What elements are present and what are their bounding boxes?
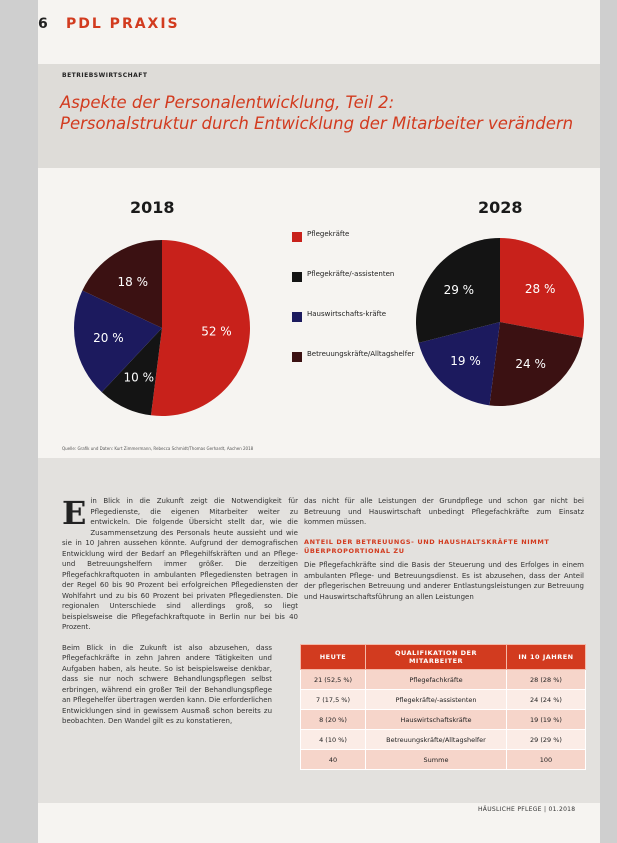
legend-swatch xyxy=(292,312,302,322)
table-row xyxy=(301,670,586,690)
legend-item xyxy=(292,230,402,270)
table-cell: Pflegekräfte/-assistenten xyxy=(366,690,507,710)
legend-label: Hauswirtschafts-kräfte xyxy=(307,310,387,318)
chart-title-2028: 2028 xyxy=(478,198,523,217)
legend-item xyxy=(292,350,415,390)
chart-legend xyxy=(292,230,415,390)
chart-title-2018: 2018 xyxy=(130,198,175,217)
article-body xyxy=(38,458,600,803)
article-banner xyxy=(38,64,600,168)
magazine-title: PDL PRAXIS xyxy=(66,16,180,32)
table-cell: 24 (24 %) xyxy=(507,690,586,710)
pie-slice-label: 10 % xyxy=(123,370,155,385)
table-cell: 7 (17,5 %) xyxy=(301,690,366,710)
chart-source: Quelle: Grafik und Daten: Kurt Zimmermann, Rebecca Schmidt/Thomas Gerhardt, Aachen 2018 xyxy=(62,446,254,451)
paragraph: Beim Blick in die Zukunft ist also abzusehen, dass Pflegefachkräfte in zehn Jahren andere Tätigkeiten und Aufgaben haben, als heute. So ist beispielsweise denkbar, dass sie nur noch schwere Behandlungspflegen selbst erbringen, während ein großer Teil der Behandlungspflege an Pflegehelfer übertragen werden kann. Die erforderlichen Entwicklungen sind in gewissem Ausmaß schon bereits zu beobachten. Den Wandel gilt es zu konstatieren, xyxy=(62,643,272,725)
table-header: QUALIFIKATION DER MITARBEITER xyxy=(366,645,507,670)
table-total-row xyxy=(301,750,586,770)
magazine-page xyxy=(38,0,600,843)
article-headline xyxy=(60,92,590,134)
legend-item xyxy=(292,310,402,350)
legend-label: Pflegekräfte/-assistenten xyxy=(307,270,395,278)
table-header-row xyxy=(301,645,586,670)
pie-slice-label: 28 % xyxy=(524,281,556,296)
paragraph-text: in Blick in die Zukunft zeigt die Notwendigkeit für Pflegedienste, die eigenen Mitarbeiter weiter zu entwickeln. Die folgende Übersicht stellt dar, wie die Zusammensetzung des Personals heute aussieht und wie sie in 10 Jahren aussehen könnte. Aufgrund der demografischen Entwicklung wird der Bedarf an Pflegehilfskräften und an Pflege- und Betreuungshelfern immer größer. Die derzeitigen Pflegefachkraftquoten in ambulanten Pflegediensten betragen in der Regel 60 bis 90 Prozent bei erfolgreichen Pflegediensten der Wohlfahrt und zu bis 60 Prozent bei privaten Pflegediensten. Die regionalen Unterschiede sind allerdings groß, so liegt beispielsweise die Pflegefachkraftquote in Berlin nur bei bis 40 Prozent. xyxy=(62,497,298,631)
page-footer: HÄUSLICHE PFLEGE | 01.2018 xyxy=(478,806,576,813)
article-column-left xyxy=(62,496,298,727)
legend-swatch xyxy=(292,352,302,362)
pie-slice-label: 52 % xyxy=(201,324,232,339)
table-cell: Hauswirtschaftskräfte xyxy=(366,710,507,730)
headline-line-2: Personalstruktur durch Entwicklung der Mitarbeiter verändern xyxy=(60,114,574,133)
page-number: 6 xyxy=(38,16,48,32)
legend-item xyxy=(292,270,402,310)
pie-slice-label: 18 % xyxy=(117,274,149,289)
pie-slice-label: 29 % xyxy=(443,283,475,298)
pie-slice-label: 19 % xyxy=(450,354,481,369)
legend-swatch xyxy=(292,272,302,282)
table-cell: 100 xyxy=(507,750,586,770)
table-cell: Betreuungskräfte/Alltagshelfer xyxy=(366,730,507,750)
table-row xyxy=(301,690,586,710)
legend-label: Betreuungskräfte/Alltagshelfer xyxy=(307,350,415,358)
table-cell: 4 (10 %) xyxy=(301,730,366,750)
article-subheading: ANTEIL DER BETREUUNGS- UND HAUSHALTSKRÄFTE NIMMT ÜBERPROPORTIONAL ZU xyxy=(304,538,550,555)
table-cell: 40 xyxy=(301,750,366,770)
pie-chart-2028 xyxy=(414,236,586,408)
chart-area xyxy=(38,168,600,458)
paragraph: Die Pflegefachkräfte sind die Basis der Steuerung und des Erfolges in einem ambulanten Pflege- und Betreuungsdienst. Es ist abzusehen, dass der Anteil der pflegerischen Betreuung und anderer Entlastungsleistungen zur Betreuung und Hauswirtschaftsführung an allen Leistungen xyxy=(304,561,584,601)
table-header: HEUTE xyxy=(301,645,366,670)
table-row xyxy=(301,730,586,750)
pie-slice-label: 20 % xyxy=(93,331,124,346)
table-header: IN 10 JAHREN xyxy=(507,645,586,670)
paragraph: das nicht für alle Leistungen der Grundpflege und schon gar nicht bei Betreuung und Hauswirtschaft unbedingt Pflegefachkräfte zum Einsatz kommen müssen. xyxy=(304,497,584,526)
headline-line-1: Aspekte der Personalentwicklung, Teil 2: xyxy=(60,93,395,112)
qualification-table xyxy=(300,644,586,770)
table-cell: 28 (28 %) xyxy=(507,670,586,690)
table-cell: 21 (52,5 %) xyxy=(301,670,366,690)
table-cell: 19 (19 %) xyxy=(507,710,586,730)
pie-chart-2018 xyxy=(72,238,252,418)
paragraph xyxy=(62,496,298,633)
table-row xyxy=(301,710,586,730)
table-cell: 8 (20 %) xyxy=(301,710,366,730)
table-cell: 29 (29 %) xyxy=(507,730,586,750)
legend-label: Pflegekräfte xyxy=(307,230,350,238)
drop-cap: E xyxy=(62,494,87,532)
pie-slice-label: 24 % xyxy=(515,357,546,372)
section-label: BETRIEBSWIRTSCHAFT xyxy=(62,72,148,79)
legend-swatch xyxy=(292,232,302,242)
table-cell: Summe xyxy=(366,750,507,770)
table-cell: Pflegefachkräfte xyxy=(366,670,507,690)
